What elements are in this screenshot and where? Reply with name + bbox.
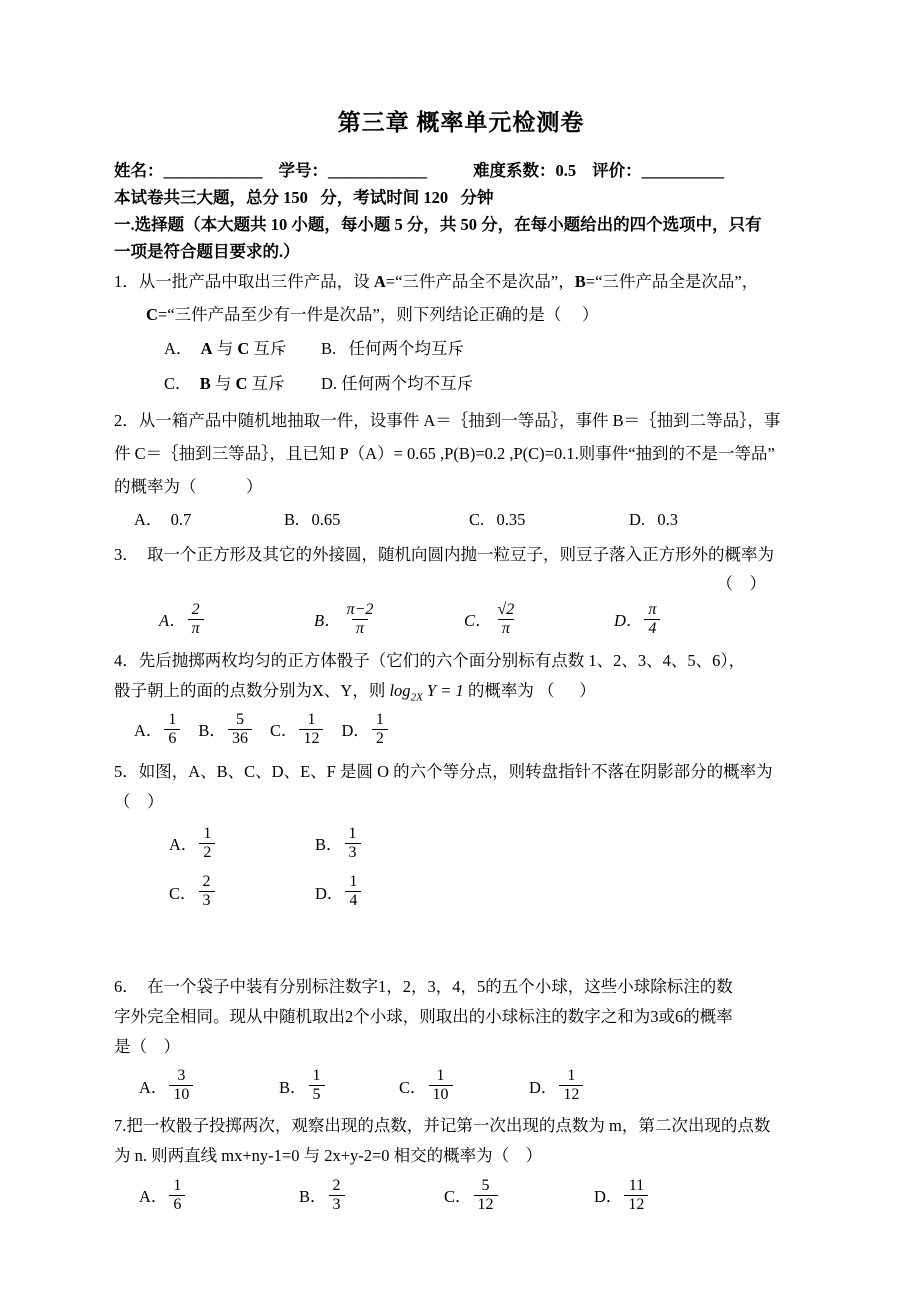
question-5-line1: 5．如图，A、B、C、D、E、F 是圆 O 的六个等分点，则转盘指针不落在阴影部分的概率为 bbox=[114, 761, 773, 781]
question-7 bbox=[114, 1111, 808, 1214]
fraction-denominator: 36 bbox=[228, 729, 252, 748]
question-4 bbox=[114, 646, 808, 748]
fraction-numerator: 2 bbox=[332, 1177, 341, 1195]
question-2-options bbox=[114, 503, 808, 537]
question-3-options bbox=[114, 601, 808, 638]
fraction-denominator: π bbox=[188, 619, 204, 638]
option-4d-fraction bbox=[372, 711, 388, 748]
option-2d: D. 0.3 bbox=[629, 510, 679, 529]
option-4b-label: B． bbox=[198, 721, 226, 741]
option-4c bbox=[270, 711, 326, 748]
option-1c: C． B 与 C 互斥 bbox=[164, 374, 285, 393]
fraction-numerator: 1 bbox=[348, 824, 357, 842]
fraction-numerator: 11 bbox=[628, 1177, 645, 1195]
fraction-numerator: 1 bbox=[173, 1177, 182, 1195]
fraction-denominator: 3 bbox=[345, 843, 361, 862]
option-7b-fraction bbox=[329, 1177, 345, 1214]
option-7d-fraction bbox=[624, 1177, 648, 1214]
option-4c-label: C． bbox=[269, 721, 298, 741]
question-1-options-row2 bbox=[114, 366, 808, 401]
section-heading-line2: 一项是符合题目要求的.） bbox=[114, 242, 300, 261]
option-5a-fraction bbox=[199, 825, 215, 862]
fraction-denominator: 12 bbox=[624, 1195, 648, 1214]
option-6c bbox=[399, 1067, 529, 1104]
question-1-line2: C=“三件产品至少有一件是次品”，则下列结论正确的是（ ） bbox=[146, 305, 599, 324]
option-6a-label: A． bbox=[139, 1077, 168, 1097]
option-4a bbox=[134, 711, 182, 748]
question-4-options bbox=[114, 711, 808, 748]
document-title: 第三章 概率单元检测卷 bbox=[337, 110, 585, 135]
question-7-line2: 为 n. 则两直线 mx+ny-1=0 与 2x+y-2=0 相交的概率为（ ） bbox=[114, 1146, 543, 1166]
fraction-denominator: π bbox=[352, 619, 368, 638]
option-4d bbox=[341, 711, 389, 748]
question-5-options-row1 bbox=[114, 825, 808, 862]
fraction-numerator: 2 bbox=[191, 601, 200, 618]
option-5a bbox=[169, 825, 315, 862]
question-1-options-row1 bbox=[114, 331, 808, 366]
option-6a-fraction bbox=[169, 1067, 193, 1104]
evaluation-field: 评价：__________ bbox=[592, 161, 725, 180]
question-1 bbox=[114, 265, 808, 401]
fraction-numerator: 5 bbox=[481, 1177, 490, 1195]
fraction-denominator: 6 bbox=[169, 1195, 185, 1214]
option-4a-fraction bbox=[164, 711, 180, 748]
fraction-numerator: π bbox=[648, 601, 657, 618]
question-6-line2: 字外完全相同。现从中随机取出2个小球，则取出的小球标注的数字之和为3或6的概率 bbox=[114, 1007, 733, 1027]
fraction-denominator: 12 bbox=[299, 729, 323, 748]
option-3b-label: B． bbox=[314, 611, 341, 631]
question-2-line1: 2．从一箱产品中随机地抽取一件，设事件 A＝｛抽到一等品｝，事件 B＝｛抽到二等品｝，事 bbox=[114, 411, 781, 430]
option-7d-label: D． bbox=[594, 1187, 623, 1207]
option-2c: C. 0.35 bbox=[469, 510, 526, 529]
fraction-denominator: 10 bbox=[429, 1085, 453, 1104]
fraction-numerator: √2 bbox=[497, 601, 515, 618]
fraction-denominator: 3 bbox=[329, 1195, 345, 1214]
option-6d-fraction bbox=[559, 1067, 583, 1104]
option-1a: A． A 与 C 互斥 bbox=[164, 339, 287, 358]
fraction-denominator: 6 bbox=[164, 729, 180, 748]
option-4b-fraction bbox=[228, 711, 252, 748]
option-6c-label: C． bbox=[399, 1077, 427, 1097]
option-7c bbox=[444, 1177, 594, 1214]
option-4c-fraction bbox=[299, 711, 323, 748]
fraction-denominator: 4 bbox=[644, 619, 660, 638]
option-5b bbox=[315, 825, 363, 862]
question-2-line3: 的概率为（ ） bbox=[114, 477, 263, 496]
option-7a-fraction bbox=[169, 1177, 185, 1214]
section-heading-line1: 一.选择题（本大题共 10 小题，每小题 5 分，共 50 分，在每小题给出的四个选项中，只有 bbox=[114, 215, 762, 234]
fraction-numerator: 1 bbox=[168, 710, 177, 728]
student-id-field: 学号：____________ bbox=[278, 161, 427, 180]
option-4d-label: D． bbox=[341, 721, 370, 741]
option-4b bbox=[198, 711, 254, 748]
question-1-line1: 1．从一批产品中取出三件产品，设 A=“三件产品全不是次品”，B=“三件产品全是次品”， bbox=[114, 272, 759, 291]
fraction-numerator: 1 bbox=[567, 1067, 576, 1085]
option-3c-label: C． bbox=[464, 611, 492, 631]
question-2-line2: 件 C＝｛抽到三等品｝，且已知 P（A）= 0.65 ,P(B)=0.2 ,P(C)=0.1.则事件“抽到的不是一等品” bbox=[114, 444, 775, 463]
question-6-line1: 6． 在一个袋子中装有分别标注数字1，2，3，4，5的五个小球，这些小球除标注的数 bbox=[114, 977, 733, 997]
fraction-denominator: 12 bbox=[474, 1195, 498, 1214]
fraction-numerator: 3 bbox=[177, 1067, 186, 1085]
fraction-numerator: 1 bbox=[307, 710, 316, 728]
option-3d-label: D． bbox=[614, 611, 643, 631]
option-6d bbox=[529, 1067, 585, 1104]
option-7b bbox=[299, 1177, 444, 1214]
option-6a bbox=[139, 1067, 279, 1104]
option-7c-label: C． bbox=[444, 1187, 472, 1207]
section-heading bbox=[114, 211, 808, 265]
question-5-answer-blank: （ ） bbox=[114, 791, 164, 811]
fraction-numerator: 2 bbox=[202, 873, 211, 891]
question-7-line1: 7.把一枚骰子投掷两次，观察出现的点数，并记第一次出现的点数为 m，第二次出现的点数 bbox=[114, 1116, 771, 1136]
fraction-numerator: 5 bbox=[235, 710, 244, 728]
meta-row bbox=[114, 157, 808, 184]
option-2a: A． 0.7 bbox=[134, 510, 192, 529]
option-4a-label: A． bbox=[134, 721, 163, 741]
option-5d-label: D． bbox=[315, 883, 344, 903]
fraction-numerator: 1 bbox=[203, 824, 212, 842]
question-2 bbox=[114, 404, 808, 537]
fraction-denominator: π bbox=[498, 619, 514, 638]
fraction-denominator: 10 bbox=[169, 1085, 193, 1104]
option-3b bbox=[314, 601, 464, 638]
vertical-gap bbox=[114, 922, 808, 972]
option-1d: D. 任何两个均不互斥 bbox=[321, 374, 474, 393]
option-3d bbox=[614, 601, 662, 638]
fraction-numerator: 1 bbox=[312, 1067, 321, 1085]
option-3a-label: A． bbox=[159, 611, 186, 631]
option-3c bbox=[464, 601, 614, 638]
option-5c-fraction bbox=[199, 873, 215, 910]
question-6-options bbox=[114, 1067, 808, 1104]
option-6c-fraction bbox=[429, 1067, 453, 1104]
fraction-denominator: 2 bbox=[199, 843, 215, 862]
option-6b bbox=[279, 1067, 399, 1104]
fraction-denominator: 4 bbox=[345, 891, 361, 910]
option-3b-fraction bbox=[343, 601, 378, 638]
option-5b-label: B． bbox=[315, 835, 343, 855]
option-3d-fraction bbox=[644, 601, 660, 638]
option-7a bbox=[139, 1177, 299, 1214]
option-6d-label: D． bbox=[529, 1077, 558, 1097]
question-5-options-row2 bbox=[114, 873, 808, 910]
question-4-line2: 骰子朝上的面的点数分别为X、Y，则 $\log_{2X} Y = 1$ 的概率为 （ ） bbox=[114, 680, 596, 704]
option-5c-label: C． bbox=[169, 883, 197, 903]
option-6b-fraction bbox=[309, 1067, 325, 1104]
fraction-denominator: 5 bbox=[309, 1085, 325, 1104]
option-5d-fraction bbox=[345, 873, 361, 910]
fraction-numerator: 1 bbox=[349, 873, 358, 891]
option-6b-label: B． bbox=[279, 1077, 307, 1097]
fraction-denominator: 12 bbox=[559, 1085, 583, 1104]
question-4-line1: 4．先后抛掷两枚均匀的正方体骰子（它们的六个面分别标有点数 1、2、3、4、5、6）， bbox=[114, 650, 746, 670]
question-6-line3: 是（ ） bbox=[114, 1037, 180, 1057]
question-5 bbox=[114, 757, 808, 911]
option-5d bbox=[315, 873, 363, 910]
fraction-denominator: 3 bbox=[199, 891, 215, 910]
option-7b-label: B． bbox=[299, 1187, 327, 1207]
option-3a bbox=[159, 601, 314, 638]
fraction-numerator: 1 bbox=[375, 710, 384, 728]
question-6 bbox=[114, 972, 808, 1104]
option-3c-fraction bbox=[494, 601, 519, 638]
name-field: 姓名：____________ bbox=[114, 161, 263, 180]
option-7d bbox=[594, 1177, 650, 1214]
option-1b: B. 任何两个均互斥 bbox=[321, 339, 465, 358]
fraction-numerator: 1 bbox=[436, 1067, 445, 1085]
fraction-numerator: π−2 bbox=[346, 601, 374, 618]
option-7a-label: A． bbox=[139, 1187, 168, 1207]
option-3a-fraction bbox=[188, 601, 204, 638]
option-2b: B. 0.65 bbox=[284, 510, 341, 529]
question-3-line1: 3． 取一个正方形及其它的外接圆，随机向圆内抛一粒豆子，则豆子落入正方形外的概率为 bbox=[114, 545, 774, 564]
question-3 bbox=[114, 540, 808, 638]
exam-summary: 本试卷共三大题，总分 150 分，考试时间 120 分钟 bbox=[114, 188, 494, 207]
option-5c bbox=[169, 873, 315, 910]
question-7-options bbox=[114, 1177, 808, 1214]
fraction-denominator: 2 bbox=[372, 729, 388, 748]
option-5b-fraction bbox=[345, 825, 361, 862]
option-7c-fraction bbox=[474, 1177, 498, 1214]
question-3-answer-blank: （ ） bbox=[716, 574, 766, 593]
option-5a-label: A． bbox=[169, 835, 198, 855]
difficulty-field: 难度系数：0.5 bbox=[473, 161, 577, 180]
